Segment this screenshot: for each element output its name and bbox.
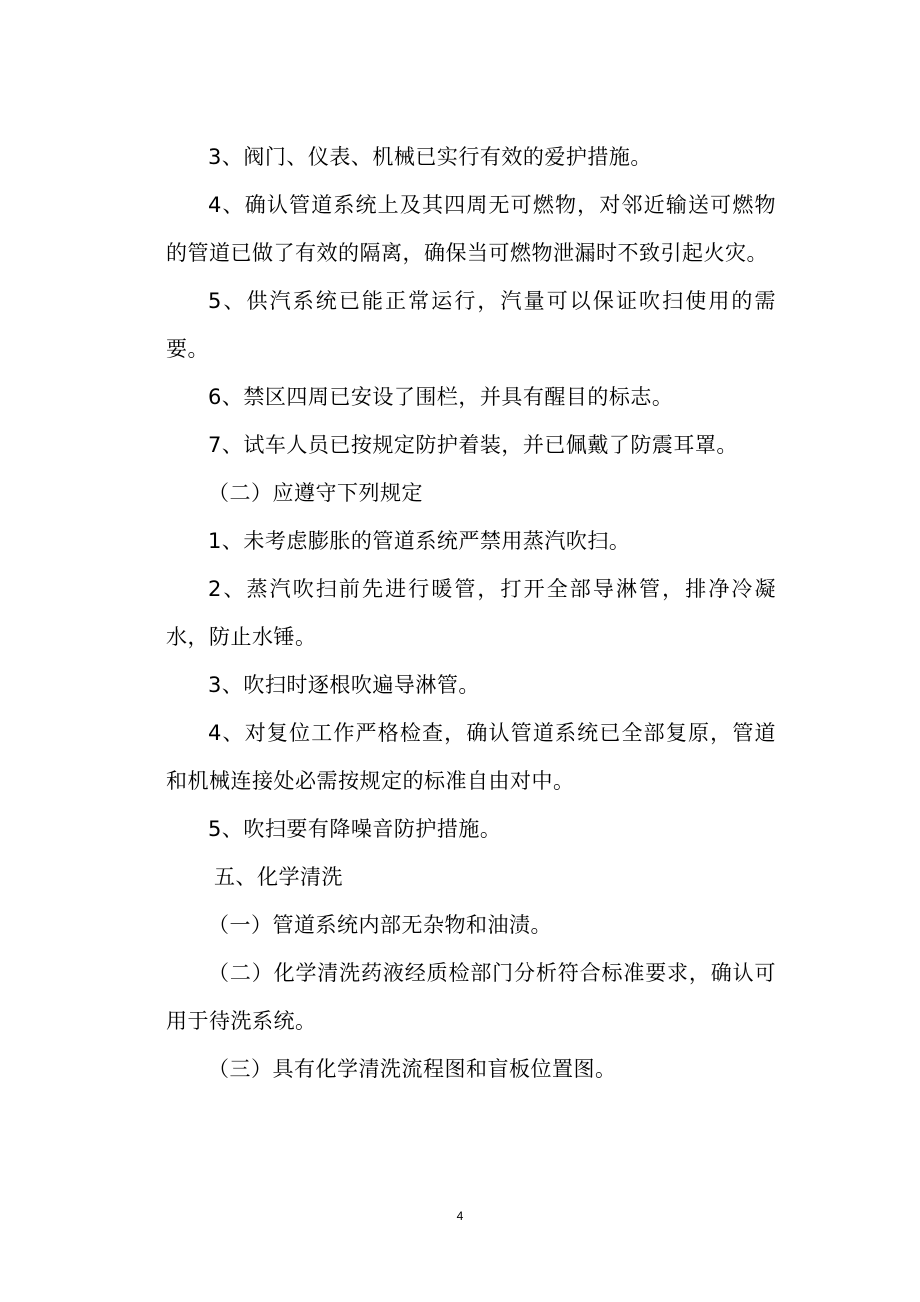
rule-item-3: 3、吹扫时逐根吹遍导淋管。 [208, 673, 480, 697]
rule-item-4: 4、对复位工作严格检查，确认管道系统已全部复原，管道和机械连接处必需按规定的标准自由对中。 [166, 721, 776, 793]
paragraph-item-5: 5、供汽系统已能正常运行，汽量可以保证吹扫使用的需要。 [166, 289, 776, 361]
paragraph-item-3: 3、阀门、仪表、机械已实行有效的爱护措施。 [208, 145, 652, 169]
cleaning-item-2: （二）化学清洗药液经质检部门分析符合标准要求，确认可用于待洗系统。 [166, 961, 776, 1033]
cleaning-item-1: （一）管道系统内部无杂物和油渍。 [208, 913, 552, 937]
page-number: 4 [456, 1209, 464, 1223]
cleaning-item-3: （三）具有化学清洗流程图和盲板位置图。 [208, 1057, 617, 1081]
document-body [166, 133, 776, 1093]
rule-item-2: 2、蒸汽吹扫前先进行暖管，打开全部导淋管，排净冷凝水，防止水锤。 [166, 577, 776, 649]
paragraph-item-7: 7、试车人员已按规定防护着装，并已佩戴了防震耳罩。 [208, 433, 738, 457]
paragraph-item-4: 4、确认管道系统上及其四周无可燃物，对邻近输送可燃物的管道已做了有效的隔离，确保当可燃物泄漏时不致引起火灾。 [166, 193, 776, 265]
rule-item-1: 1、未考虑膨胀的管道系统严禁用蒸汽吹扫。 [208, 529, 631, 553]
rule-item-5: 5、吹扫要有降噪音防护措施。 [208, 817, 502, 841]
subsection-heading-rules: （二）应遵守下列规定 [208, 481, 423, 505]
section-heading-chemical-cleaning: 五、化学清洗 [214, 865, 343, 889]
paragraph-item-6: 6、禁区四周已安设了围栏，并具有醒目的标志。 [208, 385, 674, 409]
